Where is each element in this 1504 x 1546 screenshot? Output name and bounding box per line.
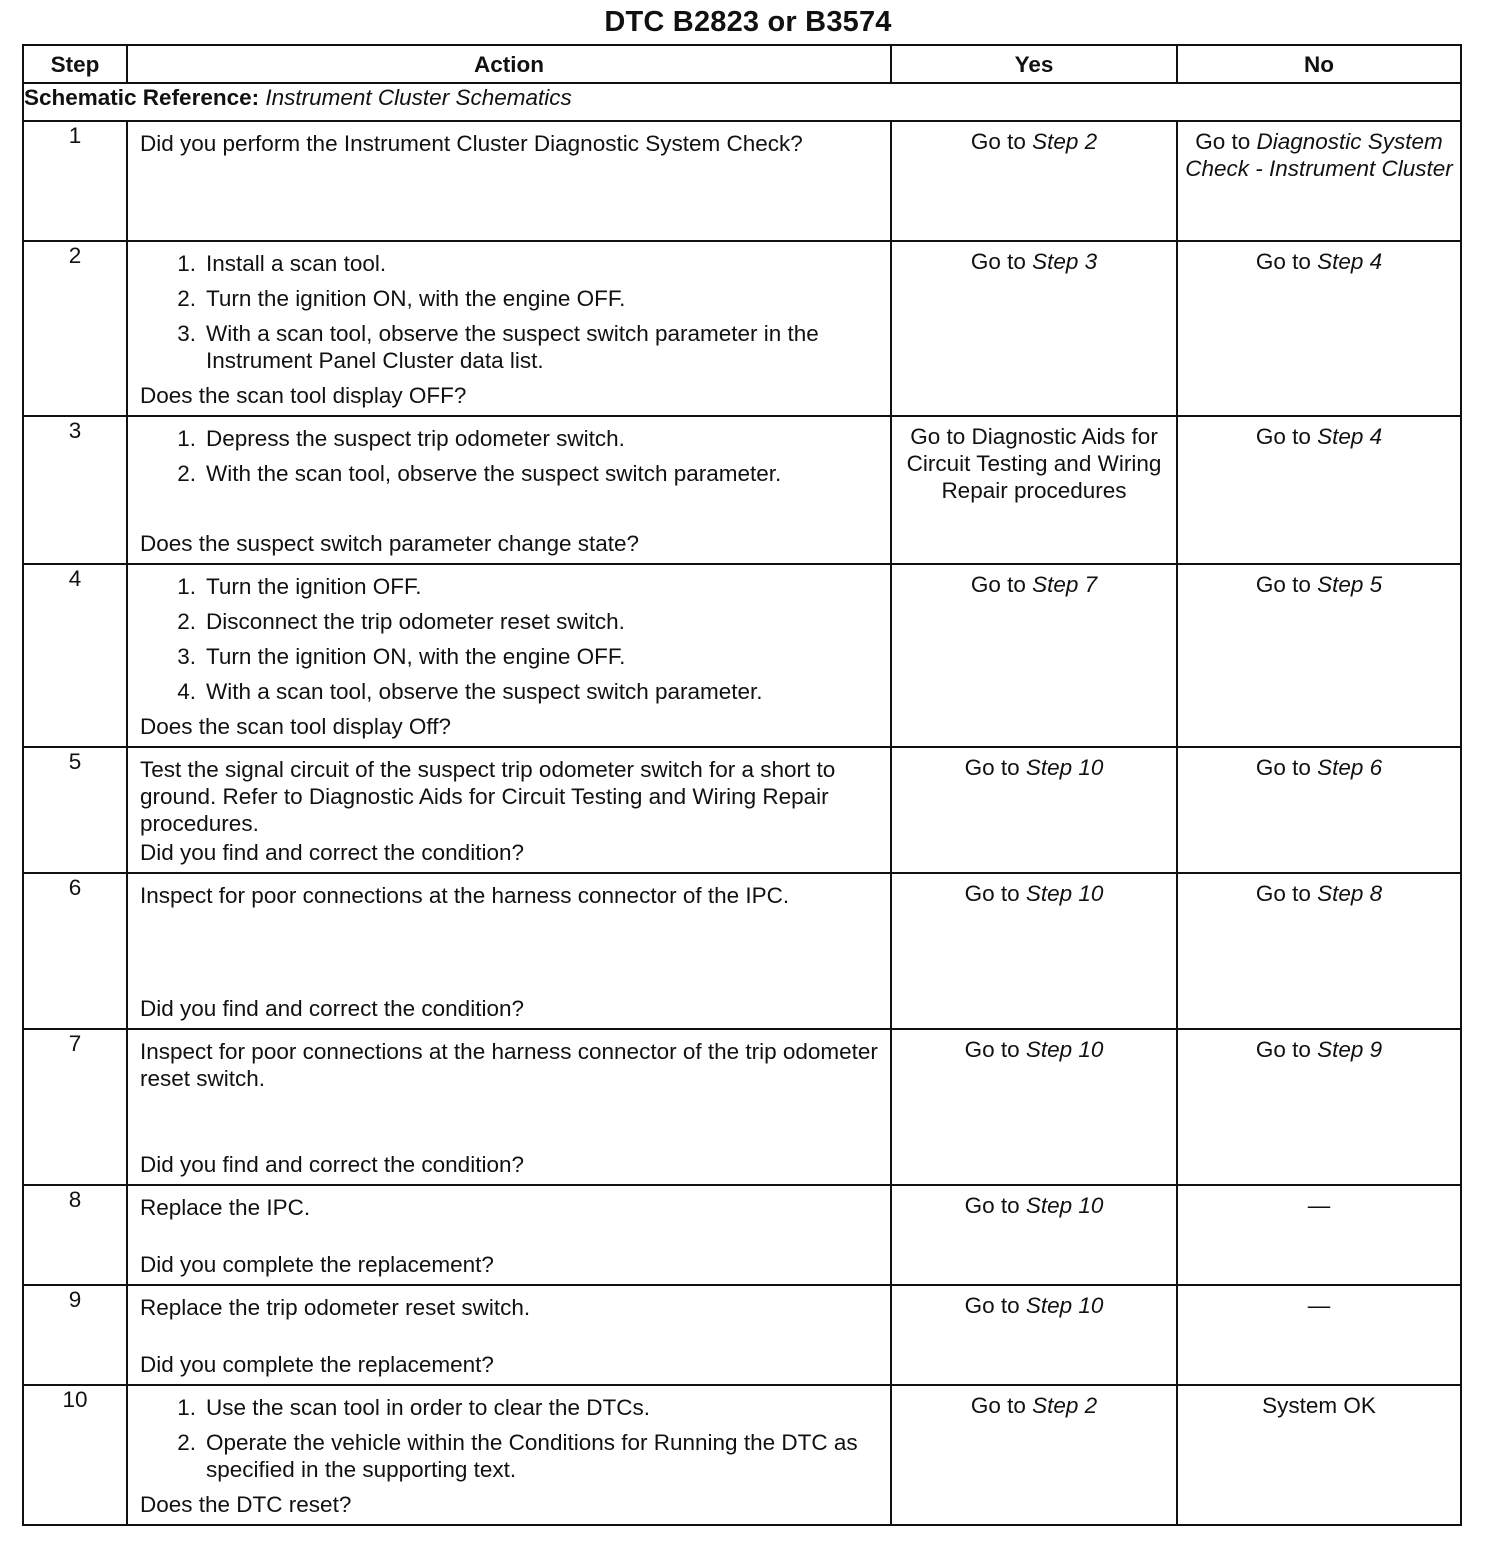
- no-result-text: —: [1307, 1193, 1331, 1218]
- yes-result: [891, 747, 1177, 873]
- list-item-number: 2.: [177, 286, 196, 311]
- step-number: 3: [23, 416, 127, 564]
- yes-result: [891, 121, 1177, 241]
- list-item: [140, 1394, 880, 1421]
- action-question: Does the suspect switch parameter change state?: [140, 531, 640, 556]
- table-row: [23, 873, 1461, 1029]
- action-text: Inspect for poor connections at the harness connector of the trip odometer reset switch.: [140, 1039, 878, 1091]
- list-item: [140, 678, 880, 705]
- step-number: 5: [23, 747, 127, 873]
- action-steps-list: [140, 250, 880, 374]
- list-item-text: Turn the ignition ON, with the engine OFF.: [206, 644, 626, 669]
- action-cell: [127, 564, 891, 747]
- list-item-text: With a scan tool, observe the suspect switch parameter in the Instrument Panel Cluster data list.: [206, 321, 819, 373]
- action-question: Did you complete the replacement?: [140, 1352, 494, 1377]
- no-result-text: Go to: [1255, 249, 1318, 274]
- list-item-number: 1.: [177, 426, 196, 451]
- table-row: [23, 747, 1461, 873]
- yes-result: [891, 1385, 1177, 1525]
- table-row: [23, 121, 1461, 241]
- header-action: Action: [127, 45, 891, 83]
- action-question: Does the scan tool display Off?: [140, 714, 452, 739]
- yes-result: [891, 873, 1177, 1029]
- list-item: [140, 608, 880, 635]
- no-result: [1177, 1185, 1461, 1285]
- action-question: Did you find and correct the condition?: [140, 996, 524, 1021]
- yes-step-reference: Step 2: [1032, 1393, 1098, 1418]
- list-item-text: Turn the ignition ON, with the engine OFF.: [206, 286, 626, 311]
- yes-result: [891, 1029, 1177, 1185]
- no-result-text: Go to: [1255, 424, 1318, 449]
- action-cell: [127, 1029, 891, 1185]
- table-row: [23, 416, 1461, 564]
- action-text: Inspect for poor connections at the harness connector of the IPC.: [140, 883, 790, 908]
- action-text: Replace the IPC.: [140, 1195, 311, 1220]
- no-result-text: Go to: [1255, 755, 1318, 780]
- yes-result-text: Go to: [964, 1193, 1026, 1218]
- yes-result: [891, 241, 1177, 416]
- step-number: 2: [23, 241, 127, 416]
- list-item-number: 2.: [177, 1430, 196, 1455]
- list-item: [140, 285, 880, 312]
- action-cell: [127, 121, 891, 241]
- no-result: [1177, 241, 1461, 416]
- action-question: Did you complete the replacement?: [140, 1252, 494, 1277]
- no-result-text: System OK: [1262, 1393, 1376, 1418]
- no-result: [1177, 564, 1461, 747]
- action-question: Did you find and correct the condition?: [140, 1152, 524, 1177]
- yes-result-text: Go to: [964, 881, 1026, 906]
- yes-result-text: Go to: [970, 249, 1033, 274]
- action-text: Replace the trip odometer reset switch.: [140, 1295, 531, 1320]
- yes-result-text: Go to Diagnostic Aids for Circuit Testing and Wiring Repair procedures: [906, 424, 1162, 503]
- yes-result: [891, 1285, 1177, 1385]
- no-result: [1177, 1285, 1461, 1385]
- yes-step-reference: Step 10: [1025, 1293, 1104, 1318]
- step-number: 6: [23, 873, 127, 1029]
- yes-step-reference: Step 10: [1025, 1037, 1104, 1062]
- list-item-text: Turn the ignition OFF.: [206, 574, 422, 599]
- no-step-reference: Step 4: [1317, 424, 1383, 449]
- list-item-number: 3.: [177, 644, 196, 669]
- action-cell: [127, 241, 891, 416]
- schematic-reference: [23, 83, 1461, 121]
- list-item: [140, 425, 880, 452]
- action-question: Did you find and correct the condition?: [140, 840, 524, 865]
- list-item-text: Depress the suspect trip odometer switch.: [206, 426, 625, 451]
- step-number: 9: [23, 1285, 127, 1385]
- no-step-reference: Step 8: [1317, 881, 1383, 906]
- yes-step-reference: Step 10: [1025, 755, 1104, 780]
- list-item-text: With a scan tool, observe the suspect switch parameter.: [206, 679, 763, 704]
- no-result-text: Go to: [1255, 572, 1318, 597]
- list-item-text: Install a scan tool.: [206, 251, 387, 276]
- list-item: [140, 573, 880, 600]
- action-cell: [127, 873, 891, 1029]
- schematic-reference-row: [23, 83, 1461, 121]
- list-item-text: Disconnect the trip odometer reset switch.: [206, 609, 625, 634]
- step-number: 1: [23, 121, 127, 241]
- action-cell: [127, 1385, 891, 1525]
- no-result: [1177, 121, 1461, 241]
- yes-result-text: Go to: [964, 1293, 1026, 1318]
- no-result: [1177, 747, 1461, 873]
- no-step-reference: Step 5: [1317, 572, 1383, 597]
- action-question: Does the DTC reset?: [140, 1492, 352, 1517]
- action-cell: [127, 1285, 891, 1385]
- document-title: DTC B2823 or B3574: [604, 6, 892, 38]
- list-item: [140, 250, 880, 277]
- header-yes: Yes: [891, 45, 1177, 83]
- yes-step-reference: Step 10: [1025, 881, 1104, 906]
- list-item-number: 2.: [177, 461, 196, 486]
- no-step-reference: Step 6: [1317, 755, 1383, 780]
- action-steps-list: [140, 425, 880, 487]
- no-result-text: Go to: [1255, 1037, 1318, 1062]
- no-result: [1177, 1029, 1461, 1185]
- diagnostic-table: [22, 44, 1462, 1526]
- no-step-reference: Step 9: [1317, 1037, 1383, 1062]
- step-number: 10: [23, 1385, 127, 1525]
- table-row: [23, 1385, 1461, 1525]
- yes-result-text: Go to: [964, 755, 1026, 780]
- action-cell: [127, 747, 891, 873]
- no-step-reference: Diagnostic System Check - Instrument Cluster: [1185, 129, 1453, 181]
- header-row: [23, 45, 1461, 83]
- action-steps-list: [140, 573, 880, 705]
- yes-result: [891, 1185, 1177, 1285]
- list-item-number: 1.: [177, 251, 196, 276]
- no-result: [1177, 416, 1461, 564]
- list-item: [140, 1429, 880, 1483]
- yes-step-reference: Step 3: [1032, 249, 1098, 274]
- list-item-number: 4.: [177, 679, 196, 704]
- schematic-label: Schematic Reference:: [24, 85, 260, 110]
- action-question: Does the scan tool display OFF?: [140, 383, 467, 408]
- no-result-text: —: [1307, 1293, 1331, 1318]
- yes-result-text: Go to: [970, 572, 1033, 597]
- action-steps-list: [140, 1394, 880, 1483]
- yes-result-text: Go to: [970, 1393, 1033, 1418]
- list-item-number: 1.: [177, 574, 196, 599]
- yes-step-reference: Step 7: [1032, 572, 1098, 597]
- list-item-number: 2.: [177, 609, 196, 634]
- no-result-text: Go to: [1255, 881, 1318, 906]
- yes-result-text: Go to: [964, 1037, 1026, 1062]
- step-number: 4: [23, 564, 127, 747]
- no-result: [1177, 873, 1461, 1029]
- list-item-text: With the scan tool, observe the suspect switch parameter.: [206, 461, 782, 486]
- header-step: Step: [23, 45, 127, 83]
- table-row: [23, 1185, 1461, 1285]
- table-row: [23, 1285, 1461, 1385]
- yes-result-text: Go to: [970, 129, 1033, 154]
- step-number: 7: [23, 1029, 127, 1185]
- list-item: [140, 320, 880, 374]
- no-step-reference: Step 4: [1317, 249, 1383, 274]
- step-number: 8: [23, 1185, 127, 1285]
- no-result-text: Go to: [1195, 129, 1257, 154]
- action-cell: [127, 1185, 891, 1285]
- action-text: Test the signal circuit of the suspect trip odometer switch for a short to ground. Refer to Diagnostic Aids for Circuit Testing and Wiring Repair procedures.: [140, 757, 836, 836]
- list-item-number: 1.: [177, 1395, 196, 1420]
- action-text: Did you perform the Instrument Cluster Diagnostic System Check?: [140, 131, 803, 156]
- list-item: [140, 460, 880, 487]
- list-item-text: Use the scan tool in order to clear the DTCs.: [206, 1395, 650, 1420]
- yes-result: [891, 416, 1177, 564]
- yes-result: [891, 564, 1177, 747]
- list-item-number: 3.: [177, 321, 196, 346]
- action-cell: [127, 416, 891, 564]
- yes-step-reference: Step 2: [1032, 129, 1098, 154]
- table-row: [23, 1029, 1461, 1185]
- no-result: [1177, 1385, 1461, 1525]
- table-row: [23, 241, 1461, 416]
- list-item: [140, 643, 880, 670]
- table-row: [23, 564, 1461, 747]
- header-no: No: [1177, 45, 1461, 83]
- yes-step-reference: Step 10: [1025, 1193, 1104, 1218]
- list-item-text: Operate the vehicle within the Conditions for Running the DTC as specified in the supporting text.: [206, 1430, 858, 1482]
- schematic-value: Instrument Cluster Schematics: [265, 85, 572, 110]
